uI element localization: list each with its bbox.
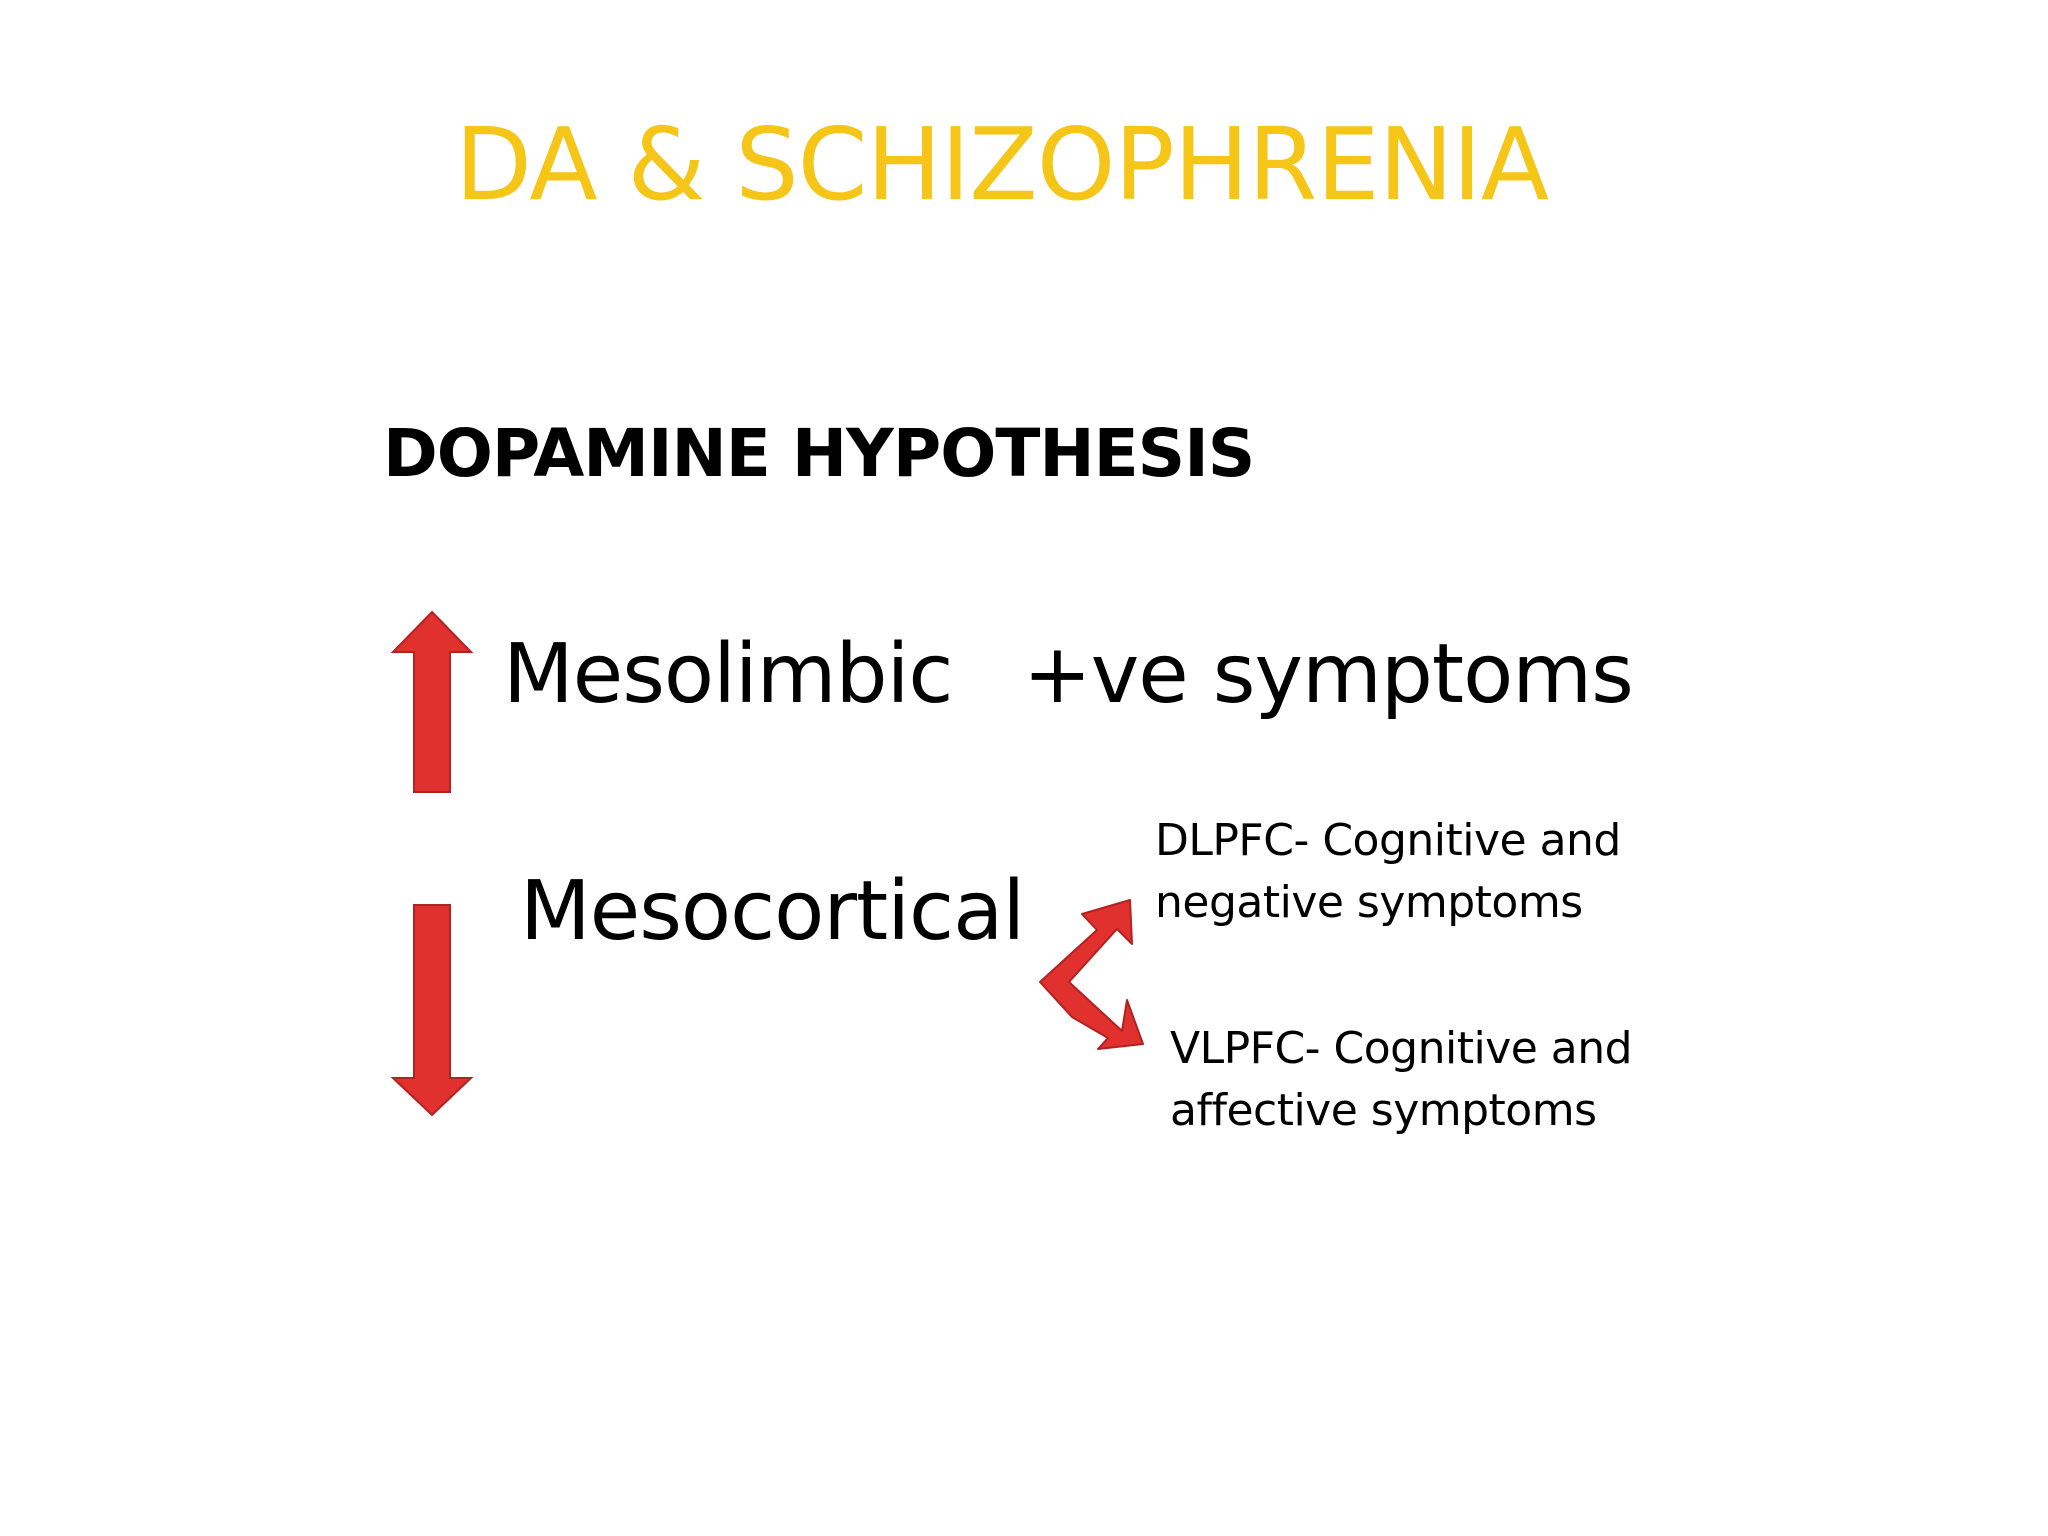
positive-symptoms-label: +ve symptoms bbox=[1023, 627, 1633, 722]
vlpfc-line-2: affective symptoms bbox=[1170, 1085, 1597, 1136]
section-heading: DOPAMINE HYPOTHESIS bbox=[383, 415, 1255, 492]
bent-double-arrow-icon bbox=[1040, 900, 1143, 1049]
dlpfc-line-2: negative symptoms bbox=[1155, 877, 1583, 928]
vlpfc-line-1: VLPFC- Cognitive and bbox=[1170, 1023, 1633, 1074]
up-arrow-icon bbox=[393, 612, 471, 792]
slide-title: DA & SCHIZOPHRENIA bbox=[455, 106, 1549, 223]
mesolimbic-label: Mesolimbic bbox=[503, 627, 953, 722]
dlpfc-line-1: DLPFC- Cognitive and bbox=[1155, 815, 1621, 866]
mesocortical-label: Mesocortical bbox=[520, 864, 1025, 959]
down-arrow-icon bbox=[393, 905, 471, 1115]
